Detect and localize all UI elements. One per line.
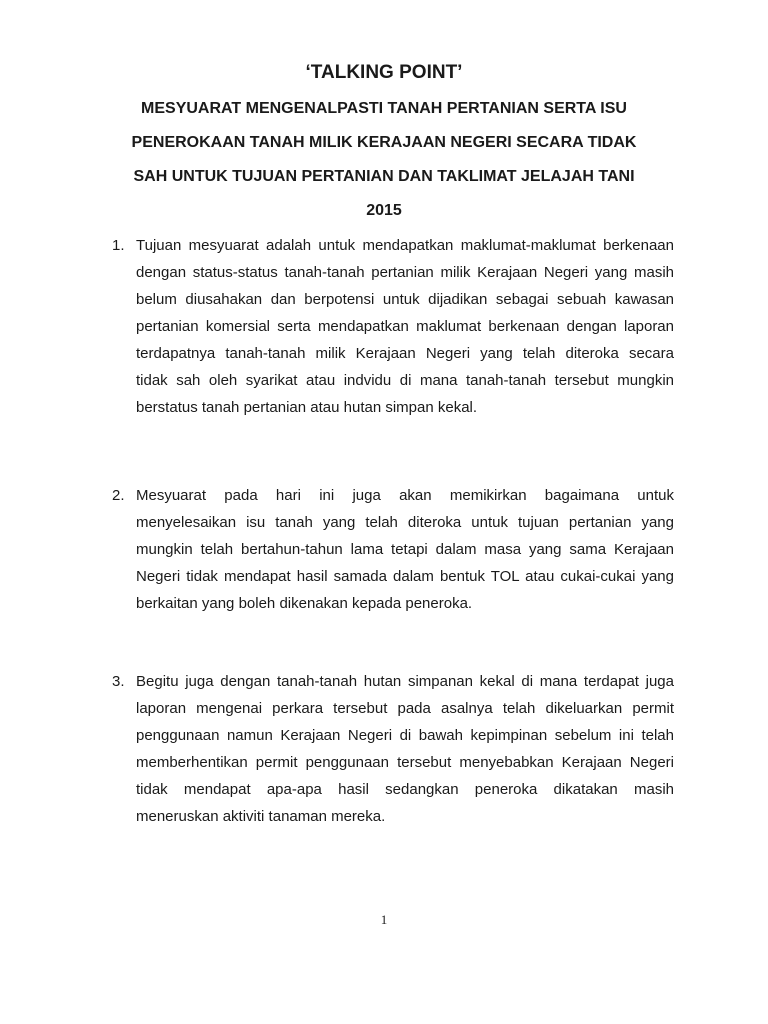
subtitle-line: PENEROKAAN TANAH MILIK KERAJAAN NEGERI SECARA TIDAK xyxy=(131,134,637,151)
list-item-text xyxy=(136,232,674,421)
paragraph-line: Begitu juga dengan tanah-tanah hutan simpanan kekal di mana terdapat juga xyxy=(136,673,674,690)
paragraph-line: tidak sah oleh syarikat atau indvidu di mana tanah-tanah tersebut mungkin xyxy=(136,372,674,389)
paragraph-line: tidak mendapat apa-apa hasil sedangkan peneroka dikatakan masih xyxy=(136,781,674,798)
list-item-text xyxy=(136,482,674,617)
paragraph-line: Negeri tidak mendapat hasil samada dalam bentuk TOL atau cukai-cukai yang xyxy=(136,568,674,585)
list-item-number: 3. xyxy=(112,673,125,690)
paragraph-line: meneruskan aktiviti tanaman mereka. xyxy=(136,808,386,825)
paragraph-line: mungkin telah bertahun-tahun lama tetapi dalam masa yang sama Kerajaan xyxy=(136,541,674,558)
paragraph-line: berstatus tanah pertanian atau hutan simpan kekal. xyxy=(136,399,478,416)
paragraph-line: terdapatnya tanah-tanah milik Kerajaan Negeri yang telah diteroka secara xyxy=(136,345,674,362)
list-item-number: 1. xyxy=(112,237,125,254)
paragraph-line: Mesyuarat pada hari ini juga akan memikirkan bagaimana untuk xyxy=(136,487,674,504)
paragraph-line: memberhentikan permit penggunaan tersebut menyebabkan Kerajaan Negeri xyxy=(136,754,674,771)
paragraph-line: dengan status-status tanah-tanah pertanian milik Kerajaan Negeri yang masih xyxy=(136,264,674,281)
subtitle-line: 2015 xyxy=(366,202,402,219)
page-title: ‘TALKING POINT’ xyxy=(305,62,463,83)
subtitle-line: MESYUARAT MENGENALPASTI TANAH PERTANIAN SERTA ISU xyxy=(141,100,627,117)
paragraph-line: belum diusahakan dan berpotensi untuk dijadikan sebagai sebuah kawasan xyxy=(136,291,674,308)
list-item-text xyxy=(136,668,674,830)
paragraph-line: laporan mengenai perkara tersebut pada asalnya telah dikeluarkan permit xyxy=(136,700,674,717)
subtitle-line: SAH UNTUK TUJUAN PERTANIAN DAN TAKLIMAT JELAJAH TANI xyxy=(133,168,635,185)
paragraph-line: penggunaan namun Kerajaan Negeri di bawah kepimpinan sebelum ini telah xyxy=(136,727,674,744)
paragraph-line: berkaitan yang boleh dikenakan kepada peneroka. xyxy=(136,595,473,612)
document-subtitle xyxy=(96,92,672,228)
list-item-number: 2. xyxy=(112,487,125,504)
paragraph-line: Tujuan mesyuarat adalah untuk mendapatkan maklumat-maklumat berkenaan xyxy=(136,237,674,254)
paragraph-line: menyelesaikan isu tanah yang telah diteroka untuk tujuan pertanian yang xyxy=(136,514,674,531)
page-number: 1 xyxy=(380,912,388,927)
paragraph-line: pertanian komersial serta mendapatkan maklumat berkenaan dengan laporan xyxy=(136,318,674,335)
